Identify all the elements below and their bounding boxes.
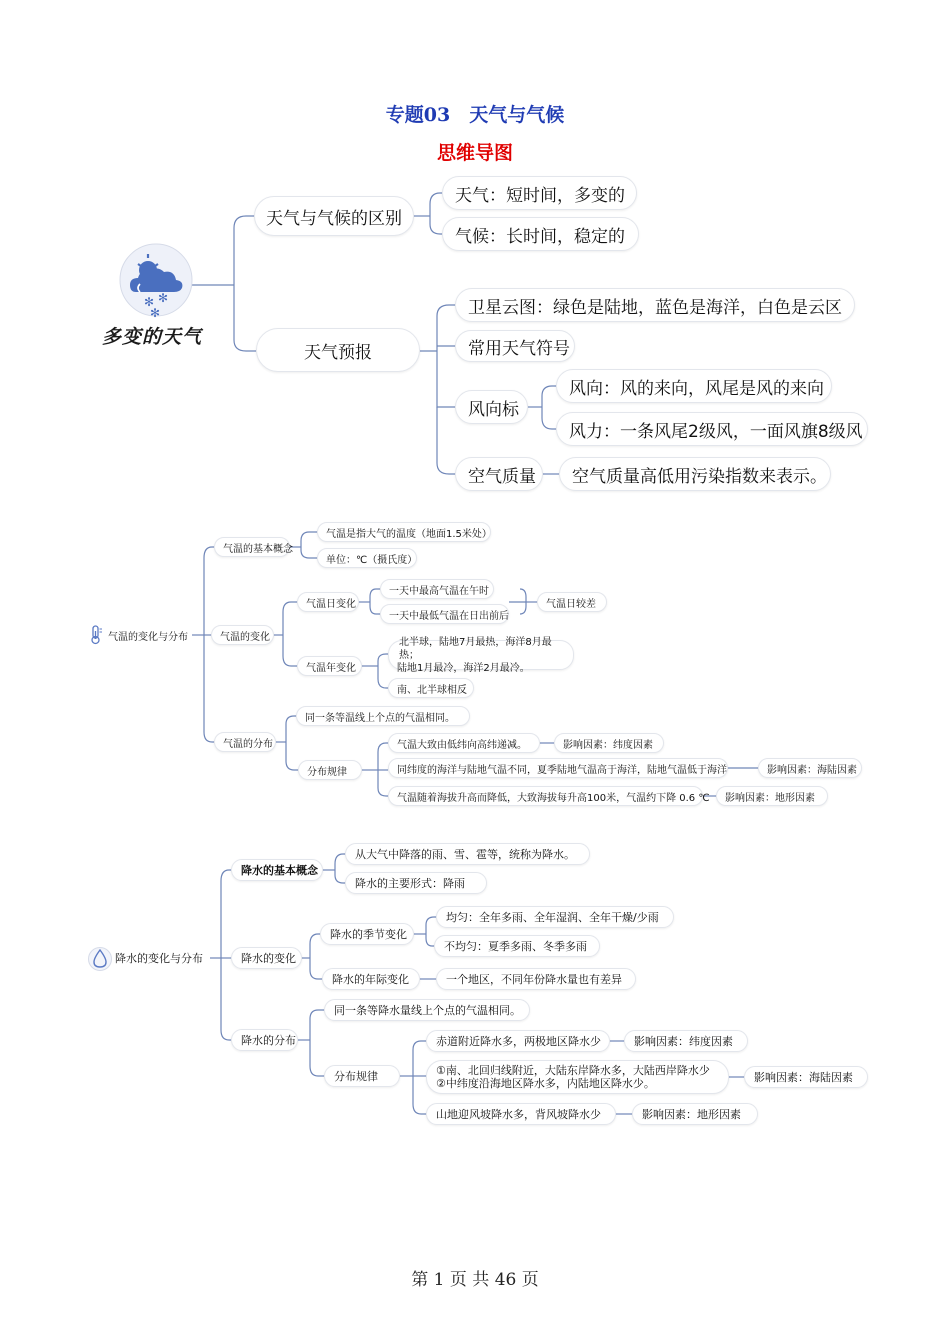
node-precip-concept: 降水的基本概念 — [231, 859, 323, 881]
node-temp-daily-max: 一天中最高气温在午时 — [380, 579, 494, 599]
svg-text:✻: ✻ — [158, 291, 169, 305]
node-air-quality: 空气质量 — [455, 457, 543, 491]
svg-text:✻: ✻ — [144, 295, 155, 309]
node-weather-climate-difference: 天气与气候的区别 — [254, 196, 414, 236]
svg-text:✻: ✻ — [150, 306, 161, 320]
node-temp-rule-altitude: 气温随着海拔升高而降低，大致海拔每升高100米，气温约下降 0.6 ℃ — [388, 786, 703, 806]
node-temp-annual-pattern — [388, 636, 574, 674]
annual-pattern-line2: 陆地1月最冷，海洋2月最冷。 — [397, 662, 530, 674]
map2-root — [88, 624, 194, 646]
node-temp-rule-latitude: 气温大致由低纬向高纬递减。 — [388, 733, 540, 753]
node-temp-concept: 气温的基本概念 — [214, 537, 290, 557]
node-temp-factor-land-sea: 影响因素：海陆因素 — [758, 758, 862, 778]
node-precip-uneven: 不均匀：夏季多雨、冬季多雨 — [434, 935, 600, 957]
snowy-cloud-icon — [116, 240, 196, 320]
node-temp-factor-terrain: 影响因素：地形因素 — [716, 786, 828, 806]
node-temp-change: 气温的变化 — [211, 625, 274, 645]
map1-root — [100, 240, 212, 350]
map1-root-label: 多变的天气 — [102, 326, 203, 348]
thermometer-icon — [88, 625, 104, 645]
node-precip-form: 降水的主要形式：降雨 — [345, 872, 487, 894]
node-air-quality-desc: 空气质量高低用污染指数来表示。 — [559, 457, 831, 491]
node-weather-definition: 天气：短时间，多变的 — [442, 176, 637, 210]
node-precip-even: 均匀：全年多雨、全年湿润、全年干燥/少雨 — [436, 906, 674, 928]
node-precip-factor-latitude: 影响因素：纬度因素 — [624, 1030, 748, 1052]
map3-root — [88, 943, 212, 973]
node-weather-forecast: 天气预报 — [256, 328, 420, 372]
node-temp-rule-land-sea: 同纬度的海洋与陆地气温不同，夏季陆地气温高于海洋，陆地气温低于海洋 — [388, 758, 728, 778]
node-precip-rule-terrain: 山地迎风坡降水多，背风坡降水少 — [426, 1103, 616, 1125]
node-isohyet: 同一条等降水量线上个点的气温相同。 — [324, 999, 530, 1021]
node-precip-interannual: 降水的年际变化 — [322, 968, 420, 990]
node-precip-change: 降水的变化 — [231, 947, 302, 969]
node-precip-rule-latitude: 赤道附近降水多，两极地区降水少 — [426, 1030, 610, 1052]
node-temp-distribution: 气温的分布 — [214, 732, 276, 752]
node-temp-factor-latitude: 影响因素：纬度因素 — [554, 733, 664, 753]
node-precip-rule-land-sea — [426, 1060, 729, 1094]
annual-pattern-line1: 北半球，陆地7月最热，海洋8月最热； — [399, 636, 552, 661]
node-precip-factor-land-sea: 影响因素：海陆因素 — [744, 1066, 868, 1088]
node-wind-vane: 风向标 — [455, 390, 528, 424]
page-subtitle: 思维导图 — [436, 142, 513, 164]
node-precip-factor-terrain: 影响因素：地形因素 — [632, 1103, 758, 1125]
node-temp-daily-range: 气温日较差 — [537, 592, 607, 612]
node-isotherm: 同一条等温线上个点的气温相同。 — [296, 706, 470, 726]
node-temp-annual-change: 气温年变化 — [297, 656, 362, 676]
node-weather-symbols: 常用天气符号 — [455, 330, 575, 362]
water-drop-icon — [88, 944, 112, 972]
node-satellite-image: 卫星云图：绿色是陆地，蓝色是海洋，白色是云区 — [455, 288, 855, 322]
node-temp-hemisphere-opposite: 南、北半球相反 — [388, 678, 474, 698]
precip-rule-land-sea-line2: ②中纬度沿海地区降水多，内陆地区降水少。 — [436, 1077, 655, 1090]
node-precip-definition: 从大气中降落的雨、雪、雹等，统称为降水。 — [345, 843, 590, 865]
node-precip-rules: 分布规律 — [324, 1065, 400, 1087]
node-temp-rules: 分布规律 — [298, 760, 362, 780]
precip-rule-land-sea-line1: ①南、北回归线附近，大陆东岸降水多，大陆西岸降水少 — [436, 1064, 710, 1077]
map2-root-label: 气温的变化与分布 — [108, 631, 188, 643]
map3-root-label: 降水的变化与分布 — [115, 952, 203, 965]
page-footer: 第 1 页 共 46 页 — [411, 1270, 539, 1290]
node-precip-distribution: 降水的分布 — [231, 1029, 298, 1051]
page-title: 专题03 天气与气候 — [385, 104, 565, 126]
node-temp-definition: 气温是指大气的温度（地面1.5米处） — [317, 522, 491, 542]
node-precip-interannual-desc: 一个地区，不同年份降水量也有差异 — [436, 968, 636, 990]
node-temp-daily-min: 一天中最低气温在日出前后 — [380, 604, 509, 624]
node-wind-force: 风力：一条风尾2级风，一面风旗8级风 — [556, 412, 868, 446]
node-temp-daily-change: 气温日变化 — [297, 592, 359, 612]
node-wind-direction: 风向：风的来向，风尾是风的来向 — [556, 369, 832, 403]
node-temp-unit: 单位：℃（摄氏度） — [317, 548, 417, 568]
node-climate-definition: 气候：长时间，稳定的 — [442, 217, 639, 251]
node-precip-seasonal: 降水的季节变化 — [320, 923, 414, 945]
